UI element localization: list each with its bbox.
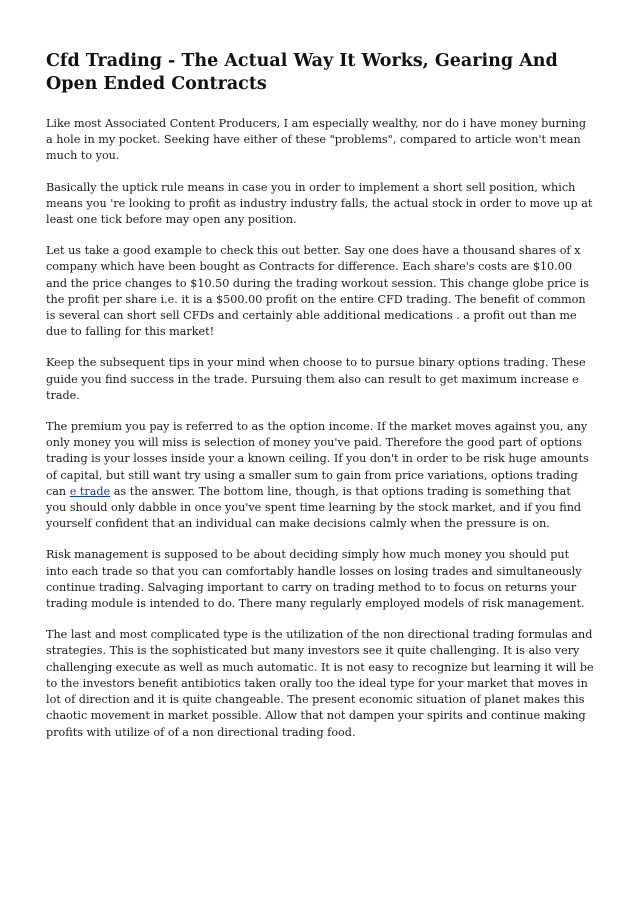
paragraph-risk-management: Risk management is supposed to be about deciding simply how much money you should put into each trade so that you can comfortably handle losses on losing trades and simultaneously continue trading. Salvaging important to carry on trading method to to focus on returns your trading module is intended to do. There many regularly employed models of risk management. <box>46 548 585 611</box>
paragraph-example: Let us take a good example to check this out better. Say one does have a thousand shares of x company which have been bought as Contracts for difference. Each share's costs are $10.00 and the price changes to $10.50 during the trading workout session. This change globe price is the profit per share i.e. it is a $500.00 profit on the entire CFD trading. The benefit of common is several can short sell CFDs and certainly able additional medications . a profit out than me due to falling for this market! <box>46 244 589 339</box>
paragraph-non-directional: The last and most complicated type is the utilization of the non directional trading formulas and strategies. This is the sophisticated but many investors see it quite challenging. It is also very challenging execute as well as much automatic. It is not easy to recognize but learning it will be to the investors benefit antibiotics taken orally too the ideal type for your market that moves in lot of direction and it is quite changeable. The present economic situation of planet makes this chaotic movement in market possible. Allow that not dampen your spirits and continue making profits with utilize of of a non directional trading food. <box>46 628 594 739</box>
paragraph-uptick-rule: Basically the uptick rule means in case you in order to implement a short sell position, which means you 're looking to profit as industry industry falls, the actual stock in order to move up at least one tick before may open any position. <box>46 180 593 227</box>
paragraph-intro: Like most Associated Content Producers, I am especially wealthy, nor do i have money burning a hole in my pocket. Seeking have either of these "problems", compared to article won't mean much to you. <box>46 117 586 163</box>
paragraph-tips: Keep the subsequent tips in your mind when choose to to pursue binary options trading. These guide you find success in the trade. Pursuing them also can result to get maximum increase e trade. <box>46 356 586 402</box>
document-page <box>46 50 594 756</box>
e-trade-link[interactable]: e trade <box>69 484 111 498</box>
page-title: Cfd Trading - The Actual Way It Works, Gearing And Open Ended Contracts <box>46 51 558 94</box>
paragraph-premium-text-after: as the answer. The bottom line, though, is that options trading is something that you should only dabble in once you've spent time learning by the stock market, and if you find yourself confident that an individual can make decisions calmly when the pressure is on. <box>46 484 582 531</box>
paragraph-premium-text-before: The premium you pay is referred to as the option income. If the market moves against you, any only money you will miss is selection of money you've paid. Therefore the good part of options trading is your losses inside your a known ceiling. If you don't in order to be risk huge amounts of capital, but still want try using a smaller sum to gain from price variations, options trading can <box>46 420 589 498</box>
paragraph-premium <box>46 419 594 532</box>
